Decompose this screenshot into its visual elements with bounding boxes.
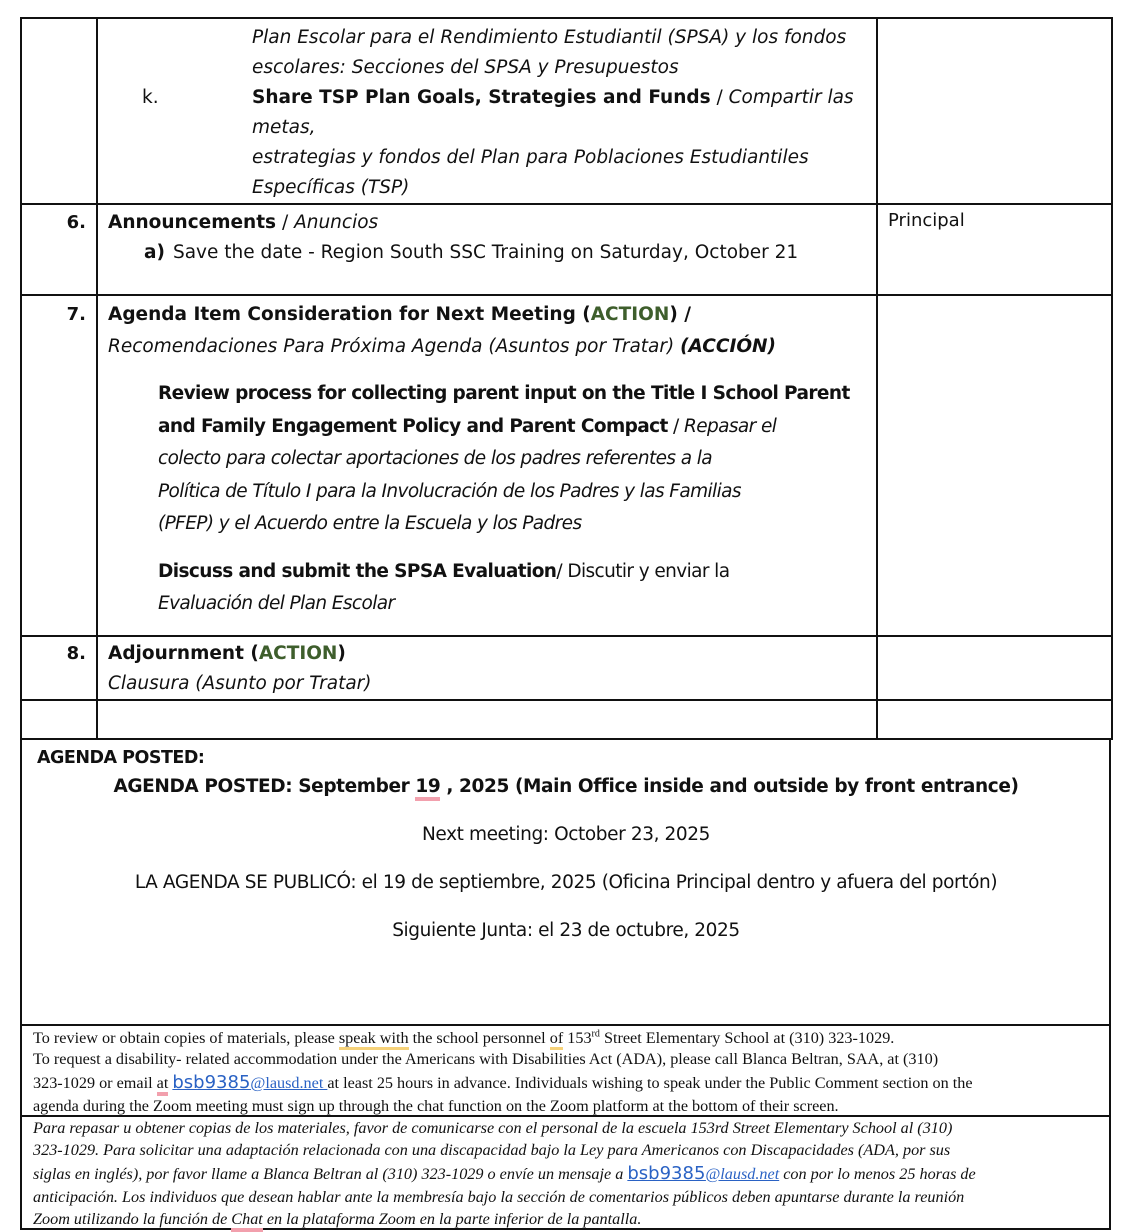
separator: / <box>276 212 295 233</box>
email-domain[interactable]: @lausd.net <box>250 1074 328 1092</box>
subitem-k-label: k. <box>142 87 159 108</box>
block2-es-start: Discutir y enviar la <box>567 560 730 582</box>
block2-line1 <box>158 556 868 589</box>
notice-en-line3 <box>33 1070 1099 1096</box>
item-title-es: Anuncios <box>294 212 379 233</box>
text: speak with <box>339 1029 409 1050</box>
block1-line5: (PFEP) y el Acuerdo entre la Escuela y los Padres <box>158 513 582 534</box>
agenda-consideration-1 <box>108 378 868 541</box>
item-title-en-text: Agenda Item Consideration for Next Meeting ( <box>108 304 591 325</box>
block1-line3: colecto para colectar aportaciones de los padres referentes a la <box>158 448 713 469</box>
agenda-posted-section <box>20 740 1111 1026</box>
item-content-cell <box>97 295 877 636</box>
agenda-posted-es: LA AGENDA SE PUBLICÓ: el 19 de septiembre, 2025 (Oficina Principal dentro y afuera del portón) <box>134 872 998 893</box>
next-meeting-es: Siguiente Junta: el 23 de octubre, 2025 <box>392 920 740 941</box>
agenda-row-6 <box>21 204 1112 295</box>
item-content-cell <box>97 18 877 204</box>
spsa-line-2: escolares: Secciones del SPSA y Presupuestos <box>252 57 679 78</box>
announcement-text: Save the date - Region South SSC Training on Saturday, October 21 <box>172 242 799 263</box>
email-user[interactable]: bsb9385 <box>627 1163 706 1184</box>
email-user[interactable]: bsb9385 <box>172 1072 251 1093</box>
next-meeting-en: Next meeting: October 23, 2025 <box>421 824 711 845</box>
notice-en-line2: To request a disability- related accommodation under the Americans with Disabilities Act (ADA), please call Blanca Beltran, SAA, at (310) <box>33 1050 939 1068</box>
subitem-k-title <box>98 83 868 143</box>
text: Zoom utilizando la función de <box>33 1209 232 1228</box>
item-title-en-close: ) <box>337 643 346 664</box>
agenda-posted-en <box>37 775 1095 799</box>
text: 153 <box>563 1029 592 1047</box>
block1-line4: Política de Título I para la Involucración de los Padres y las Familias <box>158 480 741 502</box>
agenda-document <box>20 17 1111 1230</box>
action-label: ACTION <box>258 643 338 664</box>
email-domain[interactable]: @lausd.net <box>705 1165 780 1183</box>
announcement-a <box>108 238 868 268</box>
item-number: 7. <box>21 295 97 636</box>
separator: / <box>710 87 729 108</box>
responsible-cell <box>877 295 1112 636</box>
item-content-cell <box>97 636 877 700</box>
item-number: 8. <box>21 636 97 700</box>
spsa-line-1: Plan Escolar para el Rendimiento Estudiantil (SPSA) y los fondos <box>252 27 847 48</box>
agenda-row-8 <box>21 636 1112 700</box>
action-label-es: (ACCIÓN) <box>680 336 776 357</box>
empty-cell <box>877 700 1112 739</box>
notice-en-line4: agenda during the Zoom meeting must sign up through the chat function on the Zoom platform at the bottom of their screen. <box>33 1097 839 1115</box>
item-title-en <box>108 639 868 669</box>
notice-es-line5 <box>33 1209 1099 1231</box>
item-title-es-text: Recomendaciones Para Próxima Agenda (Asuntos por Tratar) <box>108 336 675 357</box>
block2-line2: Evaluación del Plan Escolar <box>158 593 395 614</box>
posted-prefix: AGENDA POSTED: September <box>113 776 416 797</box>
notice-english <box>20 1026 1111 1117</box>
empty-cell <box>21 700 97 739</box>
item-title-en <box>108 299 868 331</box>
notice-es-line3 <box>33 1161 1099 1187</box>
separator: / <box>556 560 568 582</box>
action-label: ACTION <box>590 304 670 325</box>
item-title-en: Announcements <box>108 212 277 233</box>
agenda-row-7 <box>21 295 1112 636</box>
responsible-cell <box>877 636 1112 700</box>
email-link[interactable] <box>172 1074 327 1092</box>
text: at <box>157 1074 169 1096</box>
subitem-k-title-es-2: estrategias y fondos del Plan para Poblaciones Estudiantiles <box>252 147 809 168</box>
responsible-cell: Principal <box>877 204 1112 295</box>
block1-en-end: and Family Engagement Policy and Parent Compact <box>158 415 668 437</box>
text: 323-1029 or email <box>33 1074 157 1092</box>
subitem-k-title-en: Share TSP Plan Goals, Strategies and Funds <box>252 87 711 108</box>
text: Chat <box>231 1210 262 1232</box>
responsible-cell <box>877 18 1112 204</box>
agenda-row-k <box>21 18 1112 204</box>
notice-es-line1: Para repasar u obtener copias de los materiales, favor de comunicarse con el personal de la escuela 153rd Street Elementary School al (310) <box>33 1119 953 1137</box>
notice-spanish <box>20 1117 1111 1230</box>
notice-en-line1 <box>33 1028 1099 1049</box>
item-number-cell <box>21 18 97 204</box>
text: at least 25 hours in advance. Individuals wishing to speak under the Public Comment section on the <box>327 1074 973 1092</box>
agenda-posted-header: AGENDA POSTED: <box>37 748 205 768</box>
block1-es-start: Repasar el <box>683 415 777 437</box>
item-title-es: Clausura (Asunto por Tratar) <box>108 673 372 694</box>
agenda-table <box>20 17 1113 740</box>
text: con por lo menos 25 horas de <box>779 1165 976 1183</box>
text: of <box>550 1029 563 1050</box>
text: siglas en inglés), por favor llame a Blanca Beltran al (310) 323-1029 o envíe un mensaje a <box>33 1165 628 1183</box>
item-title-en-text: Adjournment ( <box>108 643 259 664</box>
subitem-k-title-es-3: Específicas (TSP) <box>252 177 410 198</box>
notice-es-line4: anticipación. Los individuos que desean hablar ante la membresía bajo la sección de comentarios públicos deben apuntarse durante la reunión <box>33 1188 965 1206</box>
email-link[interactable] <box>627 1165 779 1183</box>
subitem-k-title-es-1: Compartir las metas, <box>252 87 854 138</box>
block1-line2 <box>158 411 868 444</box>
item-title <box>108 208 868 238</box>
posted-suffix: , 2025 (Main Office inside and outside by front entrance) <box>440 776 1019 797</box>
block2-en: Discuss and submit the SPSA Evaluation <box>158 560 557 582</box>
item-title-en-close: ) / <box>669 304 691 325</box>
notice-es-line2: 323-1029. Para solicitar una adaptación relacionada con una discapacidad bajo la Ley para Americanos con Discapacidades (ADA, por sus <box>33 1140 951 1159</box>
subitem-marker: a) <box>144 242 165 263</box>
agenda-row-empty <box>21 700 1112 739</box>
separator: / <box>667 415 684 437</box>
text: the school personnel <box>408 1029 550 1047</box>
ordinal-suffix: rd <box>591 1028 600 1040</box>
text: en la plataforma Zoom en la parte inferior de la pantalla. <box>262 1209 642 1228</box>
item-title-es <box>108 331 868 363</box>
agenda-consideration-2 <box>108 556 868 621</box>
text: Street Elementary School at (310) 323-1029. <box>599 1029 895 1047</box>
item-content-cell <box>97 204 877 295</box>
item-number: 6. <box>21 204 97 295</box>
text: To review or obtain copies of materials, please <box>33 1029 339 1047</box>
posted-day: 19 <box>415 776 440 801</box>
block1-line1: Review process for collecting parent input on the Title I School Parent <box>158 383 850 404</box>
empty-cell <box>97 700 877 739</box>
